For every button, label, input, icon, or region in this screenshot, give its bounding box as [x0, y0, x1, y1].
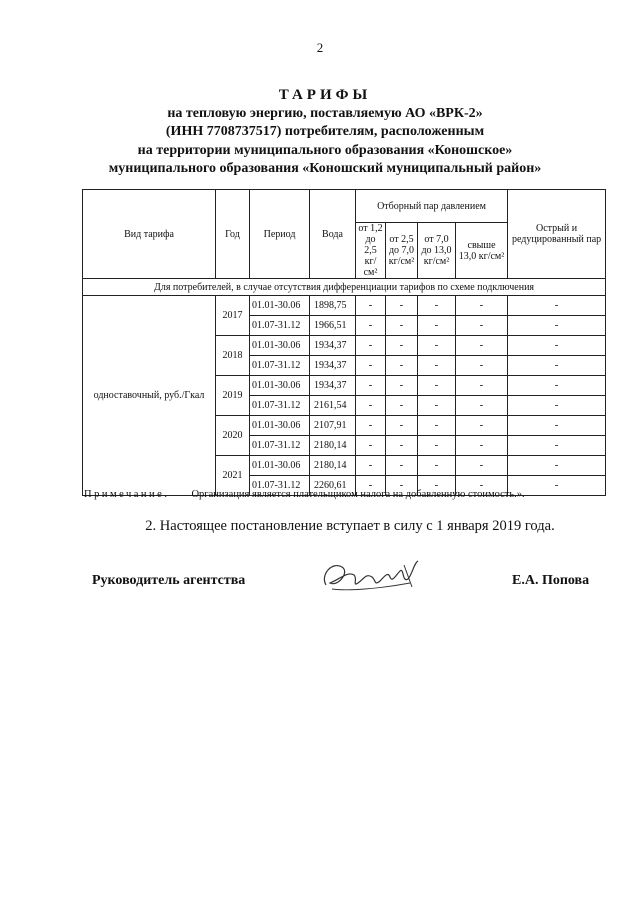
period-cell: 01.01-30.06: [250, 456, 310, 476]
period-cell: 01.07-31.12: [250, 476, 310, 496]
period-cell: 01.01-30.06: [250, 376, 310, 396]
water-cell: 1934,37: [310, 336, 356, 356]
year-cell: 2020: [216, 416, 250, 456]
sharp-steam-cell: -: [508, 296, 606, 316]
water-cell: 1934,37: [310, 376, 356, 396]
title-line-3: на территории муниципального образования «Коношское»: [137, 142, 513, 158]
period-cell: 01.01-30.06: [250, 296, 310, 316]
note: [84, 489, 525, 500]
note-text: Организация является плательщиком налога на добавленную стоимость.».: [191, 489, 525, 500]
period-cell: 01.07-31.12: [250, 396, 310, 416]
steam-value-cell: -: [386, 456, 418, 476]
clause-text: 2. Настоящее постановление вступает в силу с 1 января 2019 года.: [145, 518, 555, 534]
tariff-type-cell: одноставочный, руб./Гкал: [83, 296, 216, 496]
header-steam-2: от 2,5 до 7,0 кг/см²: [386, 223, 418, 279]
handwritten-signature: [318, 553, 428, 603]
water-cell: 1898,75: [310, 296, 356, 316]
year-cell: 2017: [216, 296, 250, 336]
water-cell: 1934,37: [310, 356, 356, 376]
steam-value-cell: -: [418, 356, 456, 376]
water-cell: 2107,91: [310, 416, 356, 436]
steam-value-cell: -: [418, 316, 456, 336]
period-cell: 01.07-31.12: [250, 356, 310, 376]
steam-value-cell: -: [386, 336, 418, 356]
steam-value-cell: -: [418, 336, 456, 356]
steam-value-cell: -: [418, 456, 456, 476]
title-line-4: муниципального образования «Коношский муниципальный район»: [108, 161, 542, 176]
steam-value-cell: -: [456, 416, 508, 436]
signature-name: Е.А. Попова: [512, 573, 590, 588]
steam-value-cell: -: [418, 476, 456, 496]
header-steam-4: свыше 13,0 кг/см²: [456, 223, 508, 279]
steam-value-cell: -: [356, 436, 386, 456]
water-cell: 2260,61: [310, 476, 356, 496]
sharp-steam-cell: -: [508, 336, 606, 356]
steam-value-cell: -: [456, 376, 508, 396]
sharp-steam-cell: -: [508, 316, 606, 336]
steam-value-cell: -: [456, 396, 508, 416]
steam-value-cell: -: [386, 296, 418, 316]
steam-value-cell: -: [456, 356, 508, 376]
steam-value-cell: -: [356, 376, 386, 396]
steam-value-cell: -: [356, 356, 386, 376]
steam-value-cell: -: [456, 456, 508, 476]
steam-value-cell: -: [386, 436, 418, 456]
header-period: Период: [250, 190, 310, 279]
steam-value-cell: -: [456, 476, 508, 496]
sharp-steam-cell: -: [508, 436, 606, 456]
year-cell: 2019: [216, 376, 250, 416]
year-cell: 2021: [216, 456, 250, 496]
steam-value-cell: -: [418, 436, 456, 456]
sharp-steam-cell: -: [508, 376, 606, 396]
header-year: Год: [216, 190, 250, 279]
title-line-2: (ИНН 7708737517) потребителям, расположенным: [165, 124, 485, 139]
tariff-table: [82, 189, 606, 496]
steam-value-cell: -: [356, 336, 386, 356]
signature-position: Руководитель агентства: [92, 573, 246, 588]
sharp-steam-cell: -: [508, 416, 606, 436]
title-main: ТАРИФЫ: [278, 87, 372, 103]
steam-value-cell: -: [356, 456, 386, 476]
steam-value-cell: -: [418, 376, 456, 396]
steam-value-cell: -: [386, 416, 418, 436]
steam-value-cell: -: [418, 396, 456, 416]
water-cell: 1966,51: [310, 316, 356, 336]
steam-value-cell: -: [456, 296, 508, 316]
page-number: 2: [316, 40, 324, 55]
header-water: Вода: [310, 190, 356, 279]
water-cell: 2180,14: [310, 436, 356, 456]
steam-value-cell: -: [456, 336, 508, 356]
steam-value-cell: -: [418, 416, 456, 436]
sharp-steam-cell: -: [508, 476, 606, 496]
steam-value-cell: -: [386, 356, 418, 376]
steam-value-cell: -: [356, 316, 386, 336]
title-line-1: на тепловую энергию, поставляемую АО «ВРК-2»: [167, 105, 483, 121]
header-sharp-steam: Острый и редуцированный пар: [508, 190, 606, 279]
steam-value-cell: -: [418, 296, 456, 316]
steam-value-cell: -: [386, 376, 418, 396]
note-label: Примечание.: [84, 489, 170, 500]
steam-value-cell: -: [456, 316, 508, 336]
water-cell: 2161,54: [310, 396, 356, 416]
steam-value-cell: -: [386, 316, 418, 336]
steam-value-cell: -: [386, 476, 418, 496]
steam-value-cell: -: [356, 416, 386, 436]
period-cell: 01.07-31.12: [250, 316, 310, 336]
steam-value-cell: -: [356, 396, 386, 416]
steam-value-cell: -: [356, 296, 386, 316]
year-cell: 2018: [216, 336, 250, 376]
header-steam-3: от 7,0 до 13,0 кг/см²: [418, 223, 456, 279]
sharp-steam-cell: -: [508, 356, 606, 376]
document-title: [60, 86, 590, 179]
period-cell: 01.07-31.12: [250, 436, 310, 456]
period-cell: 01.01-30.06: [250, 416, 310, 436]
sharp-steam-cell: -: [508, 456, 606, 476]
water-cell: 2180,14: [310, 456, 356, 476]
period-cell: 01.01-30.06: [250, 336, 310, 356]
table-row: [83, 296, 606, 316]
header-tariff-type: Вид тарифа: [83, 190, 216, 279]
header-steam-1: от 1,2 до 2,5 кг/см²: [356, 223, 386, 279]
header-steam-group: Отборный пар давлением: [356, 190, 508, 223]
steam-value-cell: -: [356, 476, 386, 496]
table-subheader: Для потребителей, в случае отсутствия дифференциации тарифов по схеме подключения: [83, 279, 606, 296]
steam-value-cell: -: [456, 436, 508, 456]
sharp-steam-cell: -: [508, 396, 606, 416]
steam-value-cell: -: [386, 396, 418, 416]
